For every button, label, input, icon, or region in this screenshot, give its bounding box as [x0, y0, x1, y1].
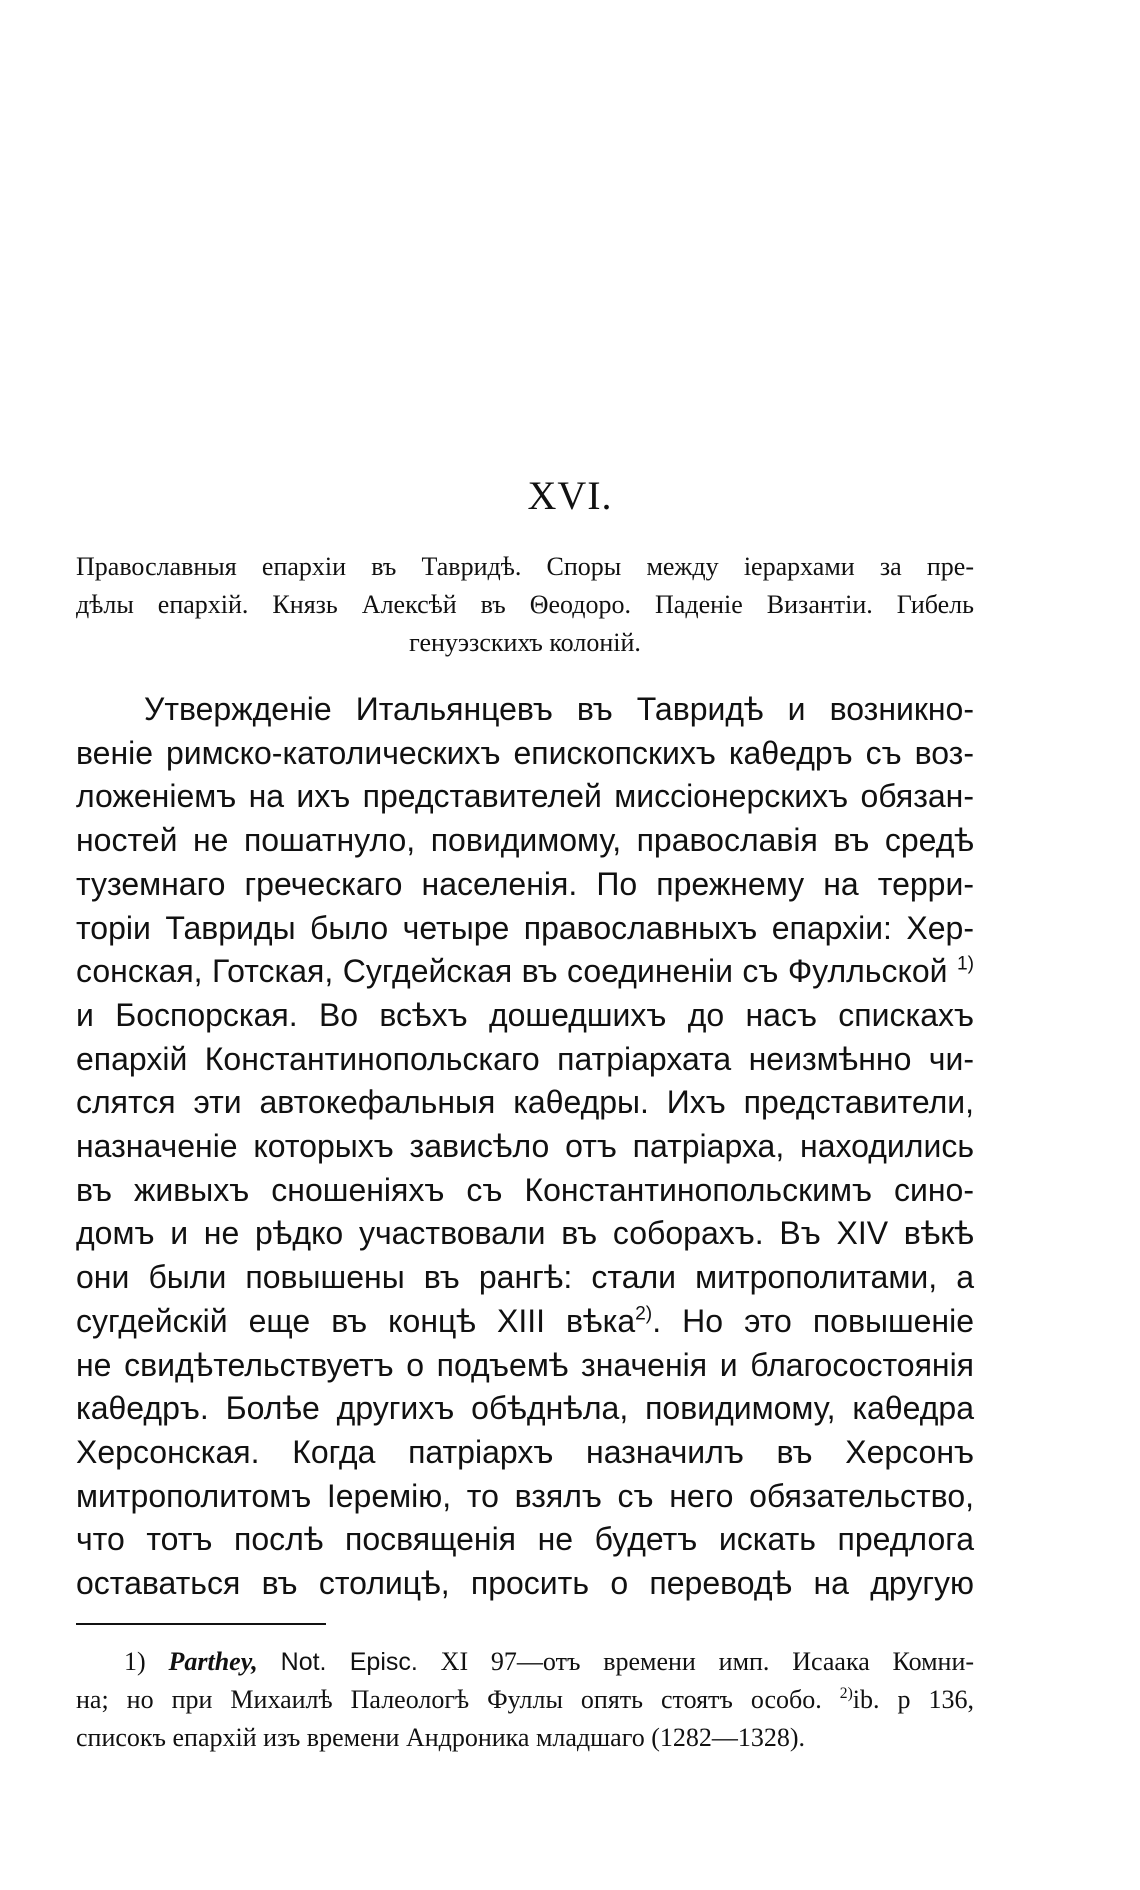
- footnote-divider: [76, 1623, 326, 1625]
- body-line: [76, 1300, 974, 1344]
- body-line: что тотъ послѣ посвященія не будетъ искать предлога: [76, 1521, 974, 1558]
- body-line: не свидѣтельствуетъ о подъемѣ значенія и благосостоянія: [76, 1346, 974, 1383]
- body-line: слятся эти автокефальныя каθедры. Ихъ представители,: [76, 1084, 974, 1121]
- footnote-1-text: XI 97—отъ времени имп. Исаака Комни-: [440, 1647, 975, 1676]
- footnote-ref-1[interactable]: 1): [956, 953, 975, 975]
- footnote-2-text: ib. p 136,: [852, 1685, 974, 1714]
- body-line-text: сонская, Готская, Сугдейская въ соединеніи съ Фулльской: [76, 953, 948, 990]
- footnote-2-mark: 2): [839, 1684, 853, 1702]
- body-line: ложеніемъ на ихъ представителей миссіонерскихъ обязан-: [76, 778, 974, 815]
- body-line: въ живыхъ сношеніяхъ съ Константинопольскимъ сино-: [76, 1171, 974, 1208]
- body-line: епархій Константинопольскаго патріархата неизмѣнно чи-: [76, 1040, 974, 1077]
- footnote-1-author: Parthey,: [168, 1647, 258, 1676]
- footnote-1-mark: 1): [124, 1647, 146, 1676]
- body-line: они были повышены въ рангѣ: стали митрополитами, а: [76, 1259, 974, 1296]
- summary-line: Православныя епархіи въ Тавридѣ. Споры между іерархами за пре-: [76, 552, 974, 581]
- body-line: Херсонская. Когда патріархъ назначилъ въ Херсонъ: [76, 1433, 974, 1470]
- body-line: [76, 950, 974, 994]
- body-line: туземнаго греческаго населенія. По прежнему на терри-: [76, 865, 974, 902]
- footnotes: [76, 1643, 974, 1757]
- chapter-summary: [76, 548, 974, 662]
- body-line: веніе римско-католическихъ епископскихъ каθедръ съ воз-: [76, 734, 974, 771]
- body-line-tail: . Но это повышеніе: [652, 1302, 975, 1339]
- body-line: каθедръ. Болѣе другихъ обѣднѣла, повидимому, каθедра: [76, 1390, 974, 1427]
- body-line: оставаться въ столицѣ, просить о переводѣ на другую: [76, 1565, 974, 1602]
- body-line: домъ и не рѣдко участвовали въ соборахъ. Въ XIV вѣкѣ: [76, 1215, 974, 1252]
- summary-line: дѣлы епархій. Князь Алексѣй въ Θеодоро. Паденіе Византіи. Гибель: [76, 590, 974, 619]
- body-paragraph: [76, 688, 974, 1606]
- body-line-text: сугдейскій еще въ концѣ XIII вѣка: [76, 1302, 636, 1339]
- footnote-line: списокъ епархій изъ времени Андроника младшаго (1282—1328).: [76, 1723, 806, 1752]
- body-line: митрополитомъ Іеремію, то взялъ съ него обязательство,: [76, 1477, 974, 1514]
- footnote-line-text: на; но при Михаилѣ Палеологѣ Фуллы опять стоятъ особо.: [76, 1685, 822, 1714]
- footnote-ref-2[interactable]: 2): [635, 1303, 653, 1325]
- chapter-number: XVI.: [527, 473, 613, 518]
- body-line: и Боспорская. Во всѣхъ дошедшихъ до насъ спискахъ: [76, 996, 974, 1033]
- footnote-1-work: Not. Episc.: [280, 1648, 418, 1676]
- body-line: торіи Тавриды было четыре православныхъ епархіи: Хер-: [76, 909, 974, 946]
- summary-line: генуэзскихъ колоній.: [409, 628, 641, 657]
- body-line: Утвержденіе Итальянцевъ въ Тавридѣ и возникно-: [144, 691, 974, 727]
- footnote-1: [76, 1643, 974, 1681]
- body-line: ностей не пошатнуло, повидимому, православія въ средѣ: [76, 822, 974, 859]
- footnote-line: [76, 1681, 974, 1719]
- body-line: назначеніе которыхъ зависѣло отъ патріарха, находились: [76, 1128, 974, 1165]
